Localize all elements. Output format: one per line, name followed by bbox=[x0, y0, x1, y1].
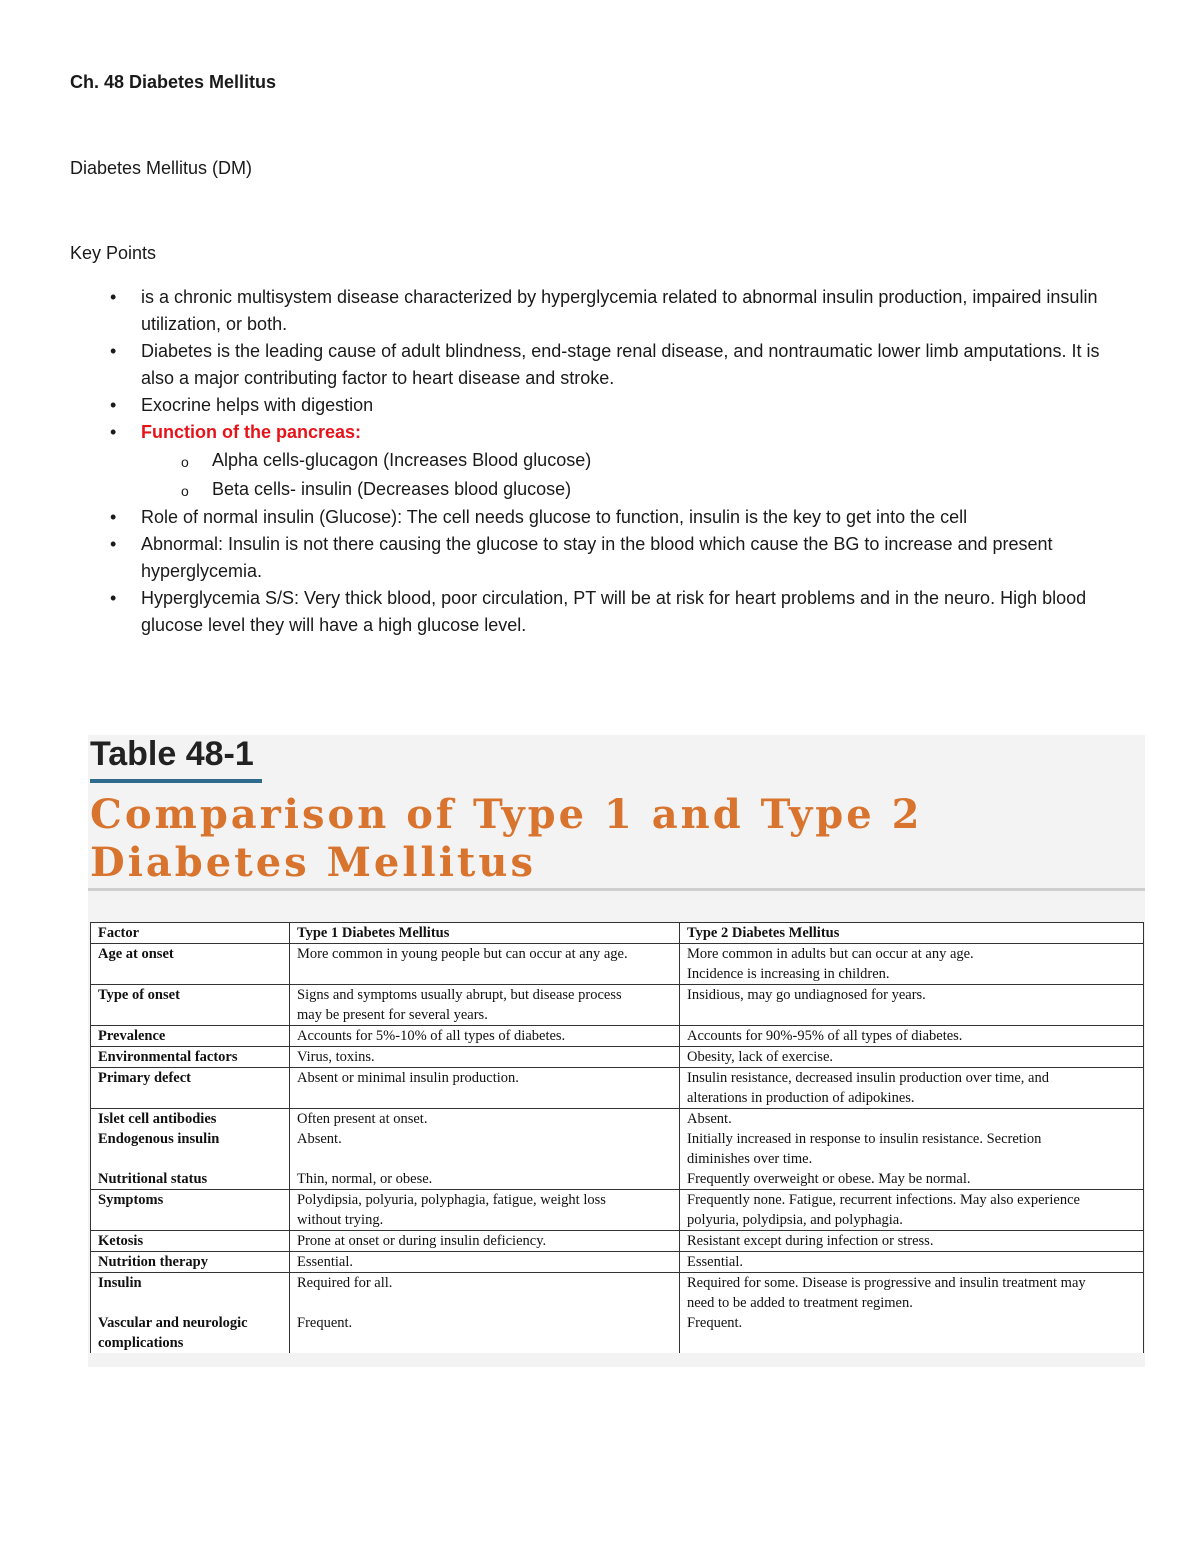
table-row bbox=[91, 1047, 1144, 1068]
table-row bbox=[91, 1068, 1144, 1109]
factor-cell: Type of onset bbox=[91, 985, 290, 1026]
factor-cell bbox=[91, 1273, 290, 1354]
factor-cell: Symptoms bbox=[91, 1190, 290, 1231]
list-item-text: Hyperglycemia S/S: Very thick blood, poor circulation, PT will be at risk for heart problems and in the neuro. High blood glucose level they will have a high glucose level. bbox=[141, 588, 1087, 635]
table-row bbox=[91, 1231, 1144, 1252]
list-item-text: Diabetes is the leading cause of adult blindness, end-stage renal disease, and nontraumatic lower limb amputations. It is also a major contributing factor to heart disease and stroke. bbox=[141, 341, 1100, 388]
list-item-text: Exocrine helps with digestion bbox=[141, 395, 374, 415]
cell-line: diminishes over time. bbox=[687, 1151, 813, 1167]
list-item bbox=[110, 392, 1120, 419]
type1-cell bbox=[290, 985, 680, 1026]
table-row bbox=[91, 1252, 1144, 1273]
factor-cell: Primary defect bbox=[91, 1068, 290, 1109]
factor-cell: Ketosis bbox=[91, 1231, 290, 1252]
cell-line: Absent. bbox=[297, 1131, 342, 1147]
cell-line: Insulin resistance, decreased insulin production over time, and bbox=[687, 1070, 1049, 1086]
cell-line: Frequently overweight or obese. May be normal. bbox=[687, 1171, 971, 1187]
cell-line: Frequently none. Fatigue, recurrent infections. May also experience bbox=[687, 1192, 1080, 1208]
cell-line: complications bbox=[98, 1335, 184, 1351]
factor-cell: Age at onset bbox=[91, 944, 290, 985]
sub-list-item: o Beta cells- insulin (Decreases blood glucose) bbox=[181, 475, 1120, 504]
header-cell: Type 2 Diabetes Mellitus bbox=[680, 923, 1144, 944]
list-item-text: is a chronic multisystem disease characterized by hyperglycemia related to abnormal insulin production, impaired insulin utilization, or both. bbox=[141, 287, 1098, 334]
type1-cell: Virus, toxins. bbox=[290, 1047, 680, 1068]
list-item bbox=[110, 338, 1120, 392]
cell-line: Absent. bbox=[687, 1111, 732, 1127]
cell-line: need to be added to treatment regimen. bbox=[687, 1295, 913, 1311]
cell-line: Thin, normal, or obese. bbox=[297, 1171, 433, 1187]
table-row bbox=[91, 1190, 1144, 1231]
key-points-list bbox=[110, 284, 1120, 639]
cell-line: Nutritional status bbox=[98, 1171, 208, 1187]
type2-cell bbox=[680, 1273, 1144, 1354]
table-title: Comparison of Type 1 and Type 2 Diabetes Mellitus bbox=[90, 791, 923, 886]
cell-line: Vascular and neurologic bbox=[98, 1315, 248, 1331]
cell-line: Polydipsia, polyuria, polyphagia, fatigue, weight loss bbox=[297, 1192, 606, 1208]
cell-line: Islet cell antibodies bbox=[98, 1111, 217, 1127]
cell-spacer bbox=[98, 1149, 282, 1169]
list-item-text: Role of normal insulin (Glucose): The cell needs glucose to function, insulin is the key to get into the cell bbox=[141, 507, 968, 527]
comparison-table bbox=[90, 922, 1144, 1353]
cell-line: Signs and symptoms usually abrupt, but disease process bbox=[297, 987, 622, 1003]
header-cell: Factor bbox=[91, 923, 290, 944]
cell-spacer bbox=[297, 1149, 672, 1169]
cell-line: without trying. bbox=[297, 1212, 384, 1228]
cell-spacer bbox=[297, 1293, 672, 1313]
table-header-row bbox=[91, 923, 1144, 944]
type2-cell: Essential. bbox=[680, 1252, 1144, 1273]
cell-line: Endogenous insulin bbox=[98, 1131, 220, 1147]
type2-cell: Obesity, lack of exercise. bbox=[680, 1047, 1144, 1068]
cell-spacer bbox=[98, 1293, 282, 1313]
type1-cell: Essential. bbox=[290, 1252, 680, 1273]
type2-cell bbox=[680, 944, 1144, 985]
header-cell: Type 1 Diabetes Mellitus bbox=[290, 923, 680, 944]
table-row bbox=[91, 1026, 1144, 1047]
cell-line: polyuria, polydipsia, and polyphagia. bbox=[687, 1212, 903, 1228]
table-row bbox=[91, 1109, 1144, 1190]
list-item-text: Abnormal: Insulin is not there causing the glucose to stay in the blood which cause the BG to increase and present hyperglycemia. bbox=[141, 534, 1053, 581]
page-title: Ch. 48 Diabetes Mellitus bbox=[70, 72, 277, 92]
type2-cell: Insidious, may go undiagnosed for years. bbox=[680, 985, 1144, 1026]
factor-cell: Environmental factors bbox=[91, 1047, 290, 1068]
type1-cell: More common in young people but can occur at any age. bbox=[290, 944, 680, 985]
cell-line: Often present at onset. bbox=[297, 1111, 428, 1127]
type2-cell bbox=[680, 1068, 1144, 1109]
type1-cell bbox=[290, 1273, 680, 1354]
type2-cell bbox=[680, 1190, 1144, 1231]
cell-line: Incidence is increasing in children. bbox=[687, 966, 890, 982]
cell-line: Frequent. bbox=[687, 1315, 743, 1331]
type1-cell: Accounts for 5%-10% of all types of diabetes. bbox=[290, 1026, 680, 1047]
factor-cell: Nutrition therapy bbox=[91, 1252, 290, 1273]
factor-cell: Prevalence bbox=[91, 1026, 290, 1047]
sub-list-item: o Alpha cells-glucagon (Increases Blood glucose) bbox=[181, 446, 1120, 475]
type2-cell: Accounts for 90%-95% of all types of diabetes. bbox=[680, 1026, 1144, 1047]
document-subtitle: Diabetes Mellitus (DM) bbox=[70, 158, 253, 178]
type2-cell: Resistant except during infection or stress. bbox=[680, 1231, 1144, 1252]
type1-cell: Prone at onset or during insulin deficiency. bbox=[290, 1231, 680, 1252]
cell-line: Frequent. bbox=[297, 1315, 353, 1331]
factor-cell bbox=[91, 1109, 290, 1190]
list-item bbox=[110, 504, 1120, 531]
table-row bbox=[91, 985, 1144, 1026]
title-divider bbox=[88, 888, 1145, 891]
cell-line: More common in adults but can occur at any age. bbox=[687, 946, 974, 962]
cell-line: may be present for several years. bbox=[297, 1007, 488, 1023]
key-points-heading: Key Points bbox=[70, 243, 157, 263]
cell-line: Initially increased in response to insulin resistance. Secretion bbox=[687, 1131, 1042, 1147]
table-label-underline bbox=[90, 779, 262, 783]
type1-cell bbox=[290, 1109, 680, 1190]
list-item-text: Function of the pancreas: bbox=[141, 422, 362, 442]
list-item-highlight bbox=[110, 419, 1120, 504]
table-row bbox=[91, 1273, 1144, 1354]
list-item bbox=[110, 284, 1120, 338]
type2-cell bbox=[680, 1109, 1144, 1190]
cell-line: Required for all. bbox=[297, 1275, 393, 1291]
type1-cell bbox=[290, 1190, 680, 1231]
pancreas-sub-list bbox=[141, 446, 1120, 504]
table-label: Table 48-1 bbox=[90, 735, 254, 773]
cell-line: Required for some. Disease is progressive and insulin treatment may bbox=[687, 1275, 1086, 1291]
table-figure bbox=[88, 735, 1145, 1367]
cell-line: Insulin bbox=[98, 1275, 142, 1291]
type1-cell: Absent or minimal insulin production. bbox=[290, 1068, 680, 1109]
cell-line: alterations in production of adipokines. bbox=[687, 1090, 915, 1106]
list-item bbox=[110, 531, 1120, 585]
list-item bbox=[110, 585, 1120, 639]
table-row bbox=[91, 944, 1144, 985]
